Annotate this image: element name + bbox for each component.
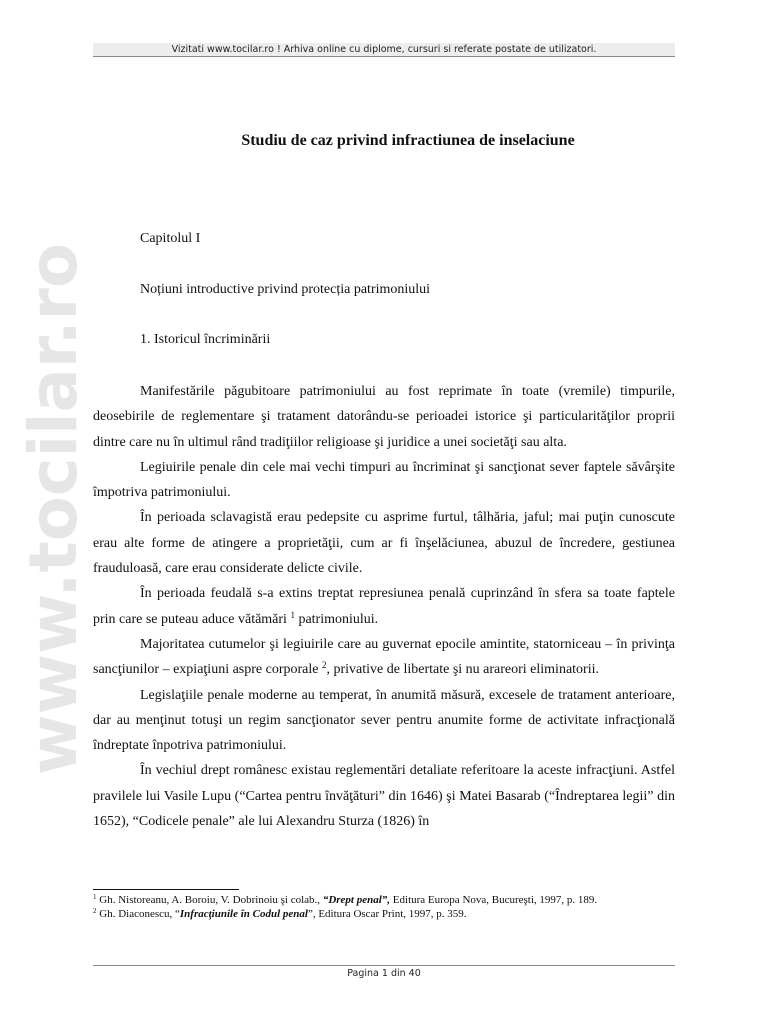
footnote-number: 2	[93, 906, 97, 915]
section-heading: 1. Istoricul încriminării	[140, 332, 271, 347]
paragraph-text: Majoritatea cutumelor şi legiuirile care au guvernat epocile amintite, statorniceau – în privinţa sancţiunilor – expiaţiuni aspre corporale	[93, 636, 675, 678]
footnote-text: Editura Europa Nova, Bucureşti, 1997, p. 189.	[390, 894, 598, 906]
paragraph	[93, 581, 675, 632]
chapter-title: Noțiuni introductive privind protecția patrimoniului	[140, 282, 431, 297]
footnote-book-title: “Drept penal”,	[322, 894, 391, 906]
paragraph: Manifestările păgubitoare patrimoniului au fost reprimate în toate (vremile) timpurile, deosebirile de reglementare şi tratament datorându-se perioadei istorice şi particularităţilor proprii dintre care nu în ultimul rând tradiţiilor religioase şi juridice a unei societăţi sau alta.	[93, 384, 675, 450]
paragraph-text: , privative de libertate şi nu arareori eliminatorii.	[326, 662, 599, 678]
footnote-separator	[93, 889, 239, 890]
footnote-item	[93, 894, 675, 908]
footnote-item	[93, 908, 675, 922]
document-title: Studiu de caz privind infractiunea de inselaciune	[241, 132, 575, 149]
paragraph-text: În perioada feudală s-a extins treptat represiunea penală cuprinzând în sfera sa toate faptele prin care se puteau aduce vătămări	[93, 586, 675, 627]
footnote-text: Gh. Diaconescu, “	[96, 907, 180, 920]
footnote-reference[interactable]: 1	[290, 609, 295, 620]
footer-separator	[93, 965, 675, 966]
paragraph: Legiuirile penale din cele mai vechi timpuri au încriminat şi sancţionat sever faptele săvârşite împotriva patrimoniului.	[93, 459, 675, 501]
watermark-text: www.tocilar.ro	[15, 239, 92, 775]
footnotes	[93, 894, 675, 921]
footnote-reference[interactable]: 2	[321, 660, 327, 671]
paragraph-text: patrimoniului.	[294, 611, 379, 627]
paragraph: În vechiul drept românesc existau reglementări detaliate referitoare la aceste infracţiuni. Astfel pravilele lui Vasile Lupu (“Cartea pentru învăţături” din 1646) şi Matei Basarab (“Îndreptarea legii” din 1652), “Codicele penale” ale lui Alexandru Sturza (1826) în	[93, 763, 675, 830]
footnote-book-title: Infracţiunile în Codul penal	[179, 907, 308, 920]
body-text	[93, 379, 675, 834]
footnote-text: Gh. Nistoreanu, A. Boroiu, V. Dobrinoiu şi colab.,	[96, 894, 323, 906]
footnote-number: 1	[93, 893, 97, 901]
page-number: Pagina 1 din 40	[347, 968, 421, 979]
footnote-text: ”, Editura Oscar Print, 1997, p. 359.	[307, 907, 467, 920]
site-header-banner: Vizitati www.tocilar.ro ! Arhiva online cu diplome, cursuri si referate postate de utilizatori.	[93, 43, 675, 57]
paragraph: Legislaţiile penale moderne au temperat, în anumită măsură, excesele de tratament anterioare, dar au menţinut totuşi un regim sancţionator sever pentru anumite forme de activitate infracţională îndreptate înpotriva patrimoniului.	[93, 687, 675, 754]
paragraph: În perioada sclavagistă erau pedepsite cu asprime furtul, tâlhăria, jaful; mai puţin cunoscute erau alte forme de atingere a proprietăţii, cum ar fi înşelăciunea, abuzul de încredere, gestiunea frauduloasă, care erau considerate delicte civile.	[93, 510, 675, 577]
chapter-heading: Capitolul I	[140, 231, 201, 246]
paragraph	[93, 632, 675, 683]
